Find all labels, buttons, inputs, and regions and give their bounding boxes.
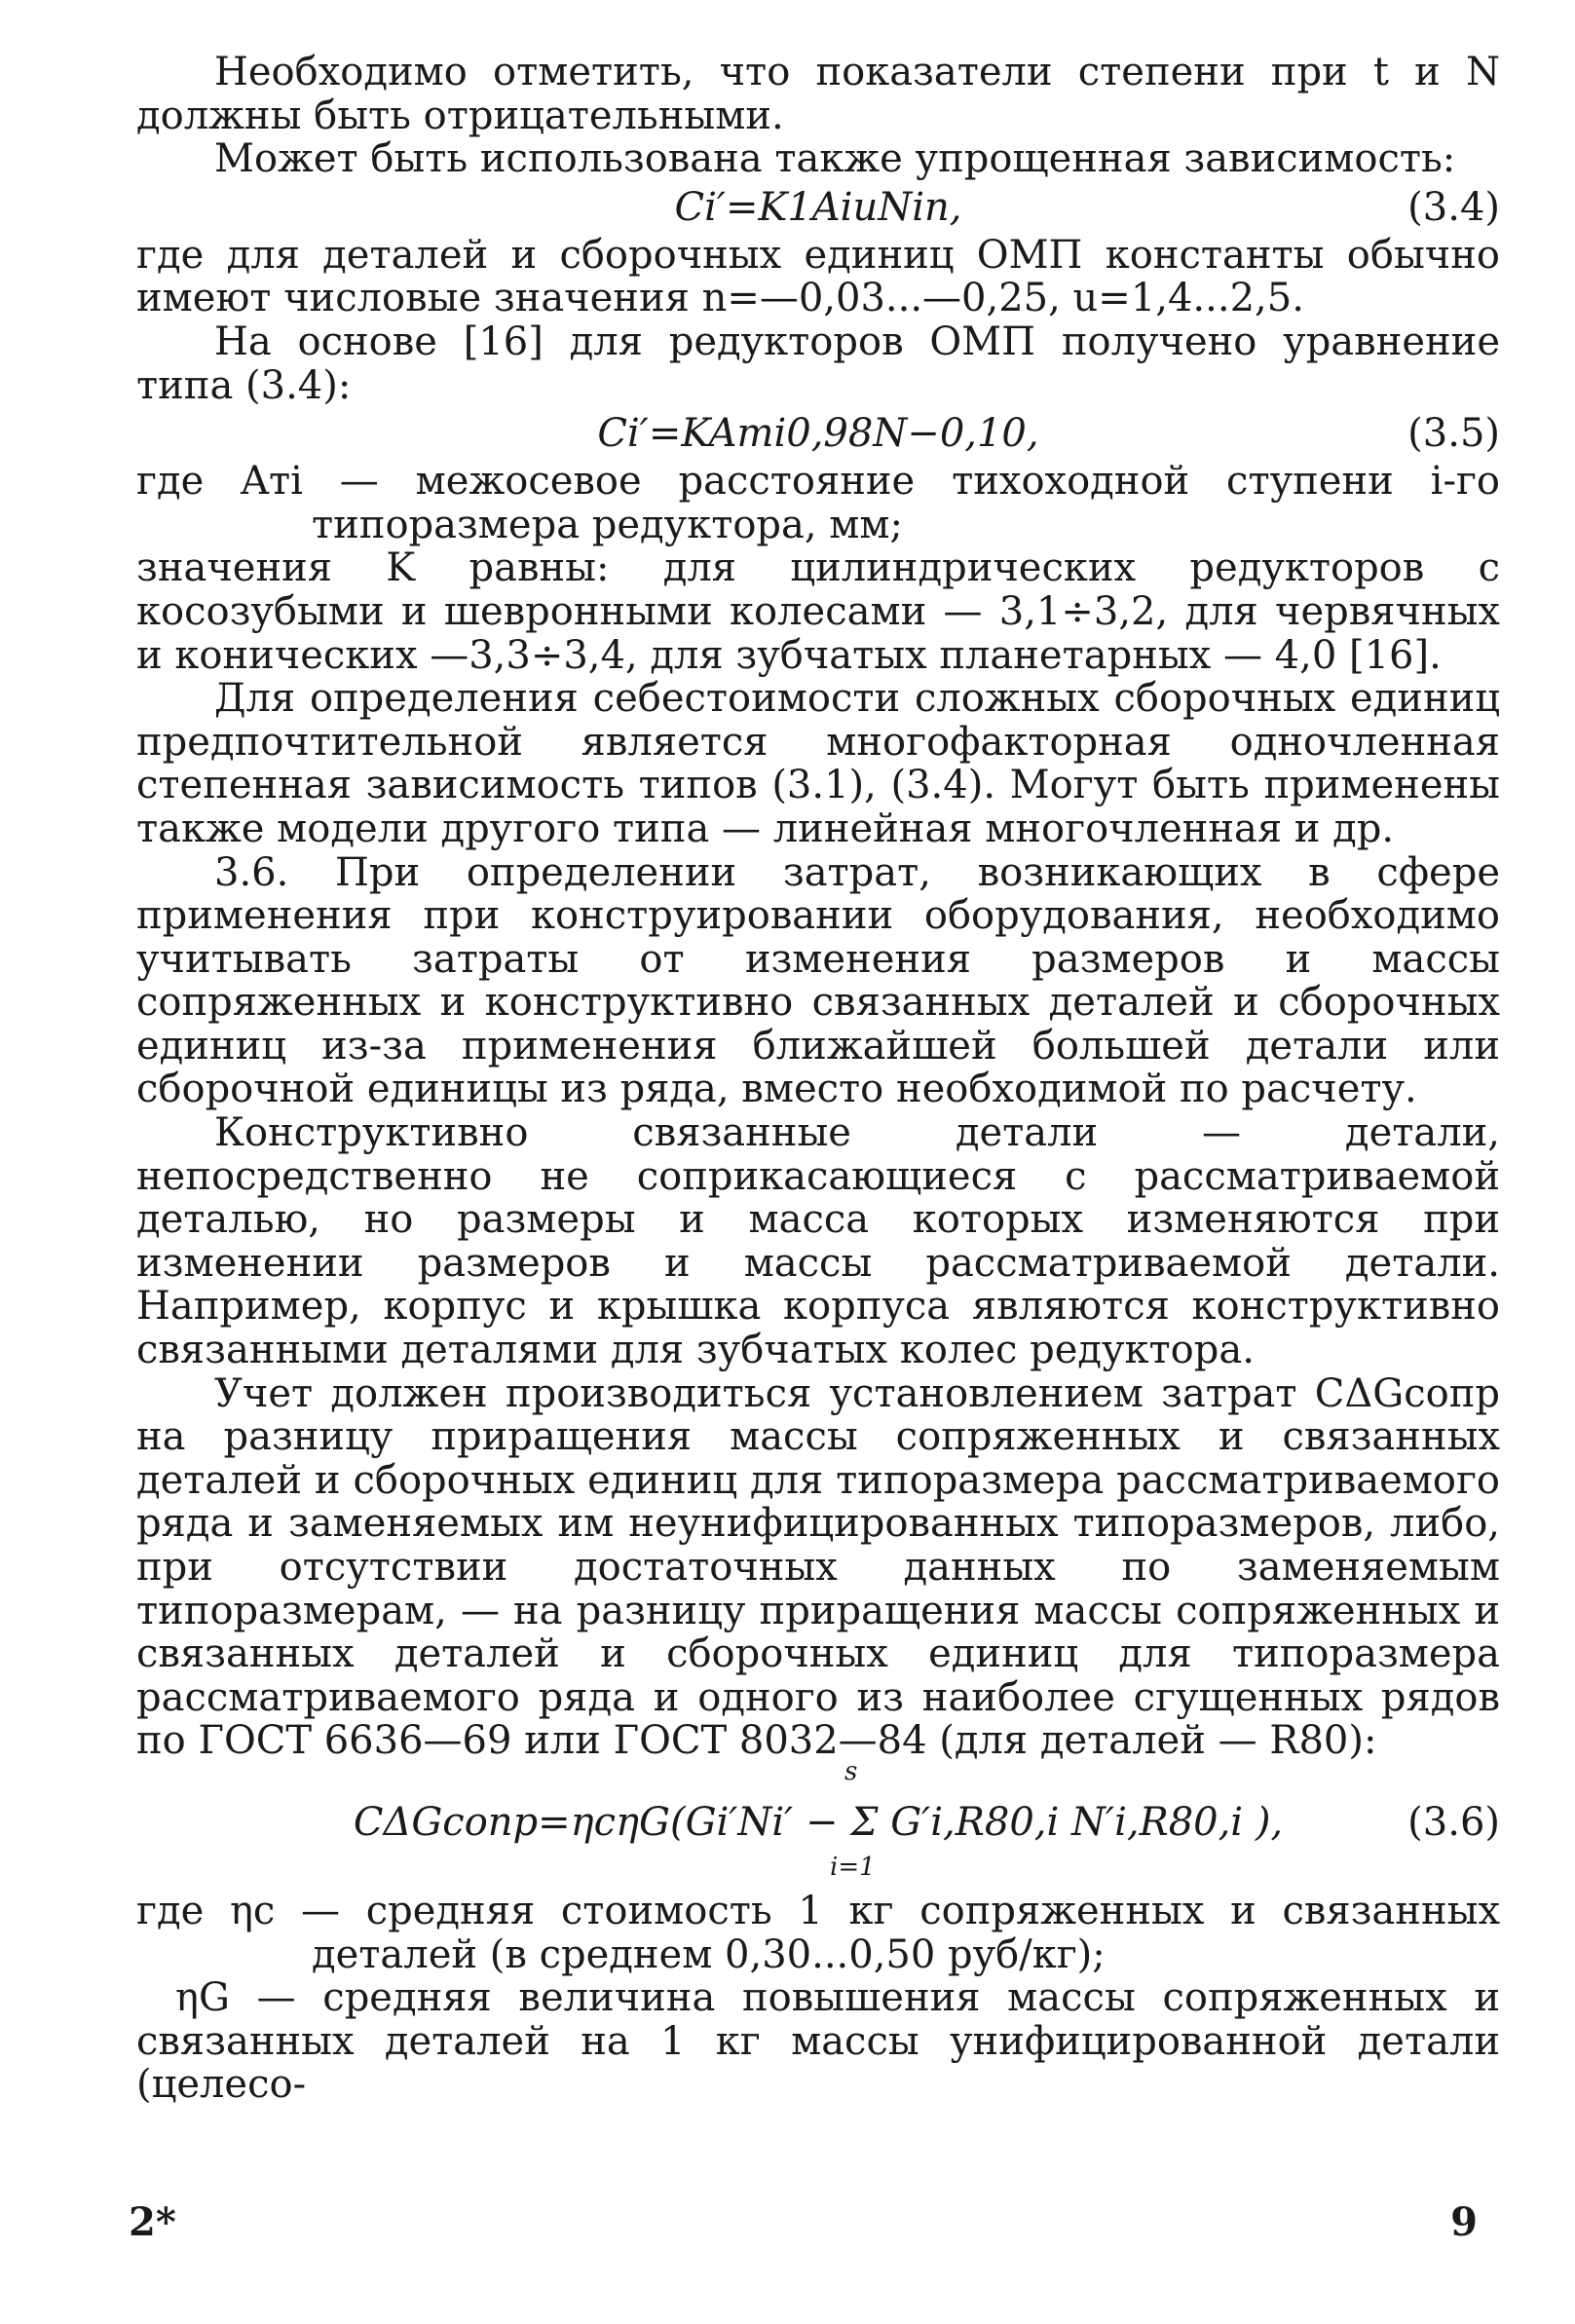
signature-mark: 2*	[129, 2199, 176, 2245]
equation-formula: Ci′=K1AiuNin,	[674, 184, 962, 230]
page-number: 9	[1450, 2199, 1478, 2245]
equation-3-6	[136, 1756, 1500, 1890]
page-footer	[129, 2199, 1478, 2248]
sum-lower-limit: i=1	[830, 1852, 876, 1882]
equation-3-4	[136, 181, 1500, 234]
paragraph: Необходимо отметить, что показатели степени при t и N должны быть отрицательными.	[136, 50, 1500, 138]
equation-3-5	[136, 407, 1500, 460]
sum-upper-limit: s	[844, 1756, 858, 1786]
paragraph: значения K равны: для цилиндрических редукторов с косозубыми и шевронными колесами — 3,1÷3,2, для червячных и конических —3,3÷3,4, для зубчатых планетарных — 4,0 [16].	[136, 545, 1500, 678]
equation-formula: Ci′=KAтi0,98N−0,10,	[597, 411, 1039, 457]
equation-number: (3.5)	[1407, 411, 1500, 457]
equation-number: (3.4)	[1407, 184, 1500, 230]
body-text	[136, 51, 1500, 2107]
equation-number: (3.6)	[1407, 1799, 1500, 1845]
section-paragraph: 3.6. При определении затрат, возникающих в сфере применения при конструировании оборудования, необходимо учитывать затраты от изменения размеров и массы сопряженных и конструктивно связанных деталей и сборочных единиц из-за применения ближайшей большей детали или сборочной единицы из ряда, вместо необходимой по расчету.	[136, 849, 1500, 1112]
paragraph: Может быть использована также упрощенная зависимость:	[214, 136, 1456, 182]
definition: ηG — средняя величина повышения массы сопряженных и связанных деталей на 1 кг массы унифицированной детали (целесо-	[136, 1975, 1500, 2108]
paragraph: Учет должен производиться установлением затрат CΔGсопр на разницу приращения массы сопряженных и связанных деталей и сборочных единиц для типоразмера рассматриваемого ряда и заменяемых им неунифицированных типоразмеров, либо, при отсутствии достаточных данных по заменяемым типоразмерам, — на разницу приращения массы сопряженных и связанных деталей и сборочных единиц для типоразмера рассматриваемого ряда и одного из наиболее сгущенных рядов по ГОСТ 6636—69 или ГОСТ 8032—84 (для деталей — R80):	[136, 1370, 1500, 1764]
paragraph: Конструктивно связанные детали — детали, непосредственно не соприкасающиеся с рассматриваемой деталью, но размеры и масса которых изменяются при изменении размеров и массы рассматриваемой детали. Например, корпус и крышка корпуса являются конструктивно связанными деталями для зубчатых колес редуктора.	[136, 1110, 1500, 1373]
definition: где ηc — средняя стоимость 1 кг сопряженных и связанных деталей (в среднем 0,30...0,50 руб/кг);	[136, 1888, 1500, 1977]
definition: где Aтi — межосевое расстояние тихоходной ступени i-го типоразмера редуктора, мм;	[136, 459, 1500, 547]
paragraph: где для деталей и сборочных единиц ОМП константы обычно имеют числовые значения n=—0,03...—0,25, u=1,4...2,5.	[136, 232, 1500, 321]
paragraph: На основе [16] для редукторов ОМП получено уравнение типа (3.4):	[136, 319, 1500, 408]
paragraph: Для определения себестоимости сложных сборочных единиц предпочтительной является многофакторная одночленная степенная зависимость типов (3.1), (3.4). Могут быть применены также модели другого типа — линейная многочленная и др.	[136, 676, 1500, 851]
equation-formula: CΔGсопр=ηcηG(Gi′Ni′ − Σ G′i,R80,i N′i,R80,i ),	[353, 1799, 1284, 1845]
